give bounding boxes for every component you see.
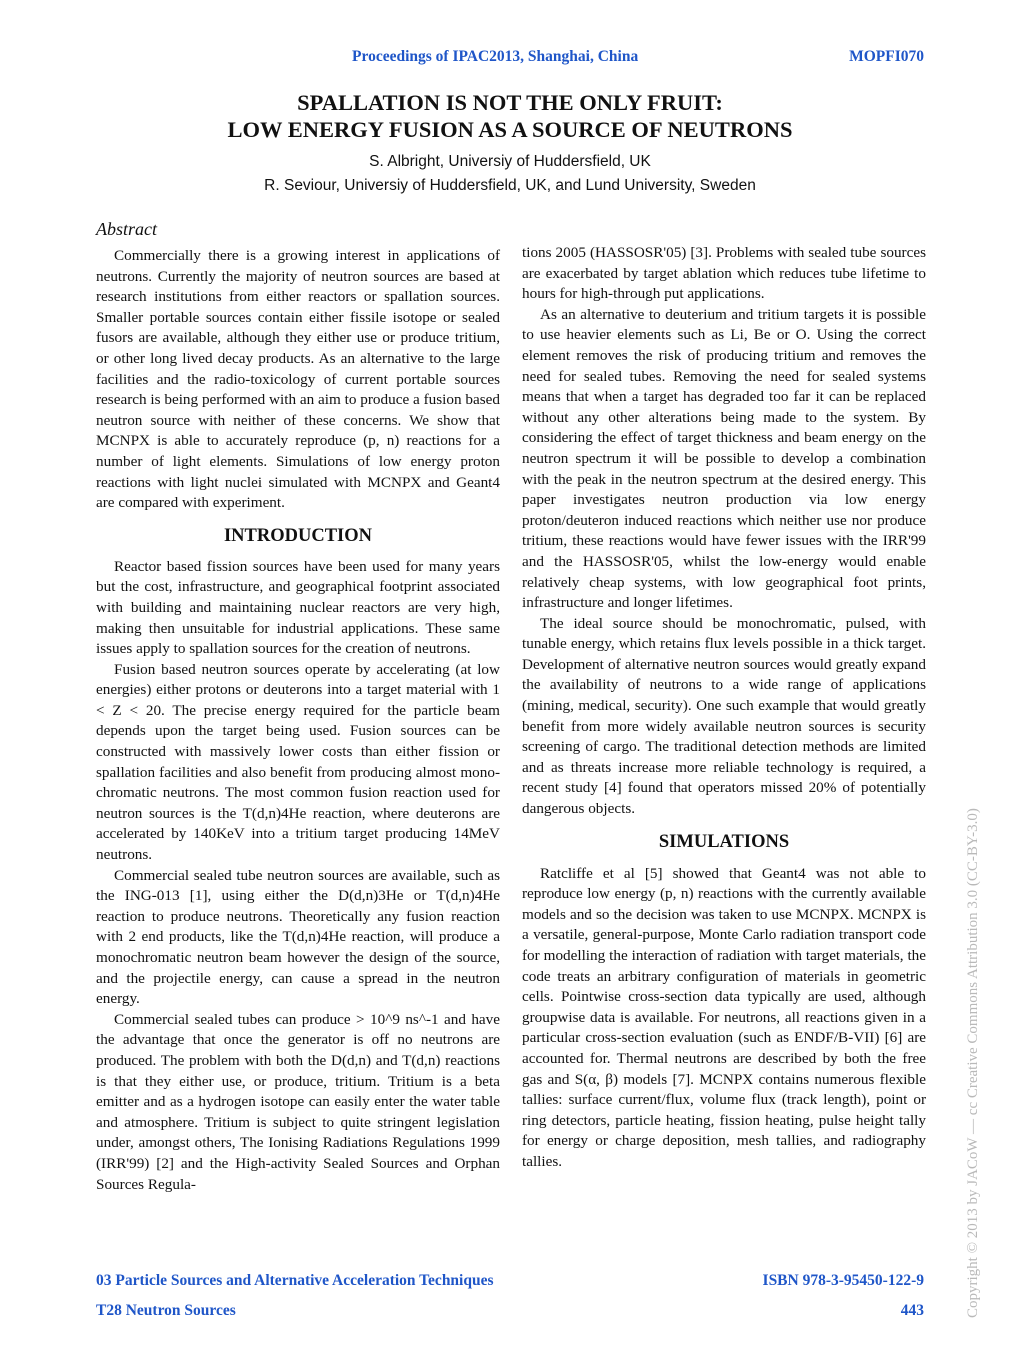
- author-line-2: R. Seviour, Universiy of Huddersfield, UK, and Lund University, Sweden: [264, 177, 756, 194]
- abstract-heading: Abstract: [96, 219, 157, 239]
- running-header-conference: Proceedings of IPAC2013, Shanghai, China: [352, 48, 639, 65]
- running-header-paper-id: MOPFI070: [849, 48, 924, 65]
- right-column: [522, 243, 926, 1173]
- abstract-text: Commercially there is a growing interest in applications of neutrons. Currently the majority of neutron sources are based at research institutions from either reactors or spallation sources. Smaller portable sources contain either fissile isotope or sealed fusors are available, although they either use or produce tritium, or other long lived decay products. As an alternative to the large facilities and the radio-toxicology of current portable sources research is being performed with an aim to produce a fusion based neutron source with neither of these concerns. We show that MCNPX is able to accurately reproduce (p, n) reactions for a number of light elements. Simulations of low energy proton reactions with light nuclei simulated with MCNPX and Geant4 are compared with experiment.: [96, 247, 500, 512]
- intro-paragraph-3: Commercial sealed tube neutron sources are available, such as the ING-013 [1], using either the D(d,n)3He or T(d,n)4He reaction to produce neutrons. Theoretically any fusion reaction with 2 end products, like the T(d,n)4He reaction, will produce a monochromatic neutron beam however the design of the source, and the projectile energy, can cause a spread in the neutron energy.: [96, 866, 500, 1008]
- intro-paragraph-1: Reactor based fission sources have been used for many years but the cost, infrastructure, and geographical footprint associated with building and maintaining nuclear reactors are very high, making then unsuitable for industrial applications. These same issues apply to spallation sources for the creation of neutrons.: [96, 557, 500, 658]
- footer-isbn: ISBN 978-3-95450-122-9: [762, 1272, 924, 1289]
- introduction-heading: INTRODUCTION: [223, 525, 373, 546]
- left-column: [96, 218, 500, 1195]
- copyright-watermark: Copyright © 2013 by JACoW — cc Creative Commons Attribution 3.0 (CC-BY-3.0): [965, 808, 981, 1318]
- simulations-paragraph-1: Ratcliffe et al [5] showed that Geant4 was not able to reproduce low energy (p, n) reactions with the currently available models and so the decision was taken to use MCNPX. MCNPX is a versatile, general-purpose, Monte Carlo radiation transport code for modelling the interaction of radiation with target materials, the code treats an arbitrary configuration of materials in geometric cells. Pointwise cross-section data typically are used, although groupwise data is available. For neutrons, all reactions given in a particular cross-section evaluation (such as ENDF/B-VII) [6] are accounted for. Thermal neutrons are described by both the free gas and S(α, β) models [7]. MCNPX contains numerous flexible tallies: surface current/flux, volume flux (track length), point or ring detectors, particle heating, fission heating, pulse height tally for energy or charge deposition, mesh tallies, and radiography tallies.: [522, 864, 926, 1170]
- footer-session: 03 Particle Sources and Alternative Acceleration Techniques: [96, 1272, 494, 1289]
- intro-paragraph-4: Commercial sealed tubes can produce > 10^9 ns^-1 and have the advantage that once the generator is off no neutrons are produced. The problem with both the D(d,n) and T(d,n) reactions is that they either use, or produce, tritium. Tritium is a beta emitter and as a hydrogen isotope can easily enter the water table and atmosphere. Tritium is subject to quite stringent legislation under, amongst others, The Ionising Radiations Regulations 1999 (IRR'99) [2] and the High-activity Sealed Sources and Orphan Sources Regula-: [96, 1010, 500, 1193]
- footer-classification: T28 Neutron Sources: [96, 1302, 236, 1319]
- intro-paragraph-7: The ideal source should be monochromatic, pulsed, with tunable energy, which retains flux levels possible in a thick target. Development of alternative neutron sources would greatly expand the availability of neutrons to a wide range of applications (mining, medical, security). One such example that would greatly benefit from more widely available neutron sources is security screening of cargo. The traditional detection methods are limited and as threats increase more reliable technology is required, a recent study [4] found that operators missed 20% of potentially dangerous objects.: [522, 614, 926, 818]
- paper-title-line-1: SPALLATION IS NOT THE ONLY FRUIT:: [297, 90, 723, 115]
- author-line-1: S. Albright, Universiy of Huddersfield, UK: [369, 153, 651, 170]
- intro-paragraph-6: As an alternative to deuterium and tritium targets it is possible to use heavier elements such as Li, Be or O. Using the correct element removes the risk of producing tritium and removes the need for sealed tubes. Removing the need for sealed systems means that when a target has degraded too far it can be replaced without any other alterations being made to the system. By considering the effect of target thickness and beam energy on the neutron spectrum it will be possible to develop a combination with the peak in the neutron spectrum at the desired energy. This paper investigates neutron production via low energy proton/deuteron induced reactions which neither use nor produce tritium, these reactions would have fewer issues with the IRR'99 and the HASSOSR'05, whilst the low-energy would enable relatively cheap systems, with low geographical foot prints, infrastructure and longer lifetimes.: [522, 305, 926, 612]
- intro-paragraph-5: tions 2005 (HASSOSR'05) [3]. Problems with sealed tube sources are exacerbated by target ablation which reduces tube lifetime to hours for high-through put applications.: [522, 244, 926, 303]
- simulations-heading: SIMULATIONS: [658, 831, 790, 852]
- page-number: 443: [900, 1302, 924, 1319]
- intro-paragraph-2: Fusion based neutron sources operate by accelerating (at low energies) either protons or deuterons into a target material with 1 < Z < 20. The precise energy required for the particle beam depends upon the target being used. Fusion sources can be constructed with massively lower costs than either fission or spallation facilities and also benefit from producing almost mono-chromatic neutrons. The most common fusion reaction used for neutron sources is the T(d,n)4He reaction, where deuterons are accelerated by 140KeV into a tritium target producing 14MeV neutrons.: [96, 660, 500, 864]
- paper-title-line-2: LOW ENERGY FUSION AS A SOURCE OF NEUTRONS: [227, 117, 793, 142]
